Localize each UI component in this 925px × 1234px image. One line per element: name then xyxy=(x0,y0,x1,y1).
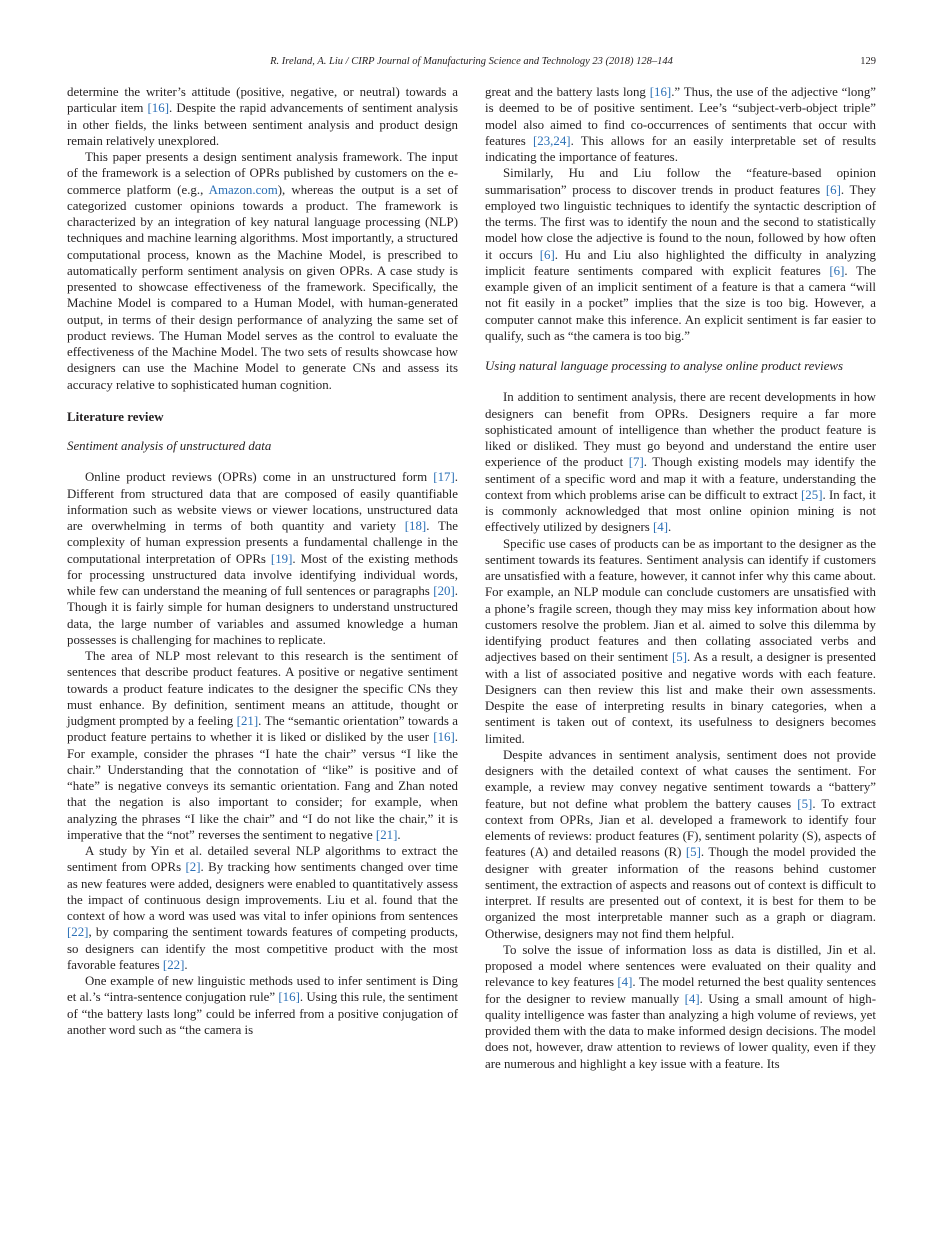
page-number: 129 xyxy=(860,56,876,67)
citation-link[interactable]: [16] xyxy=(649,85,672,99)
citation-link[interactable]: [4] xyxy=(617,975,633,990)
citation-link[interactable]: [6] xyxy=(829,263,845,278)
paragraph: Despite advances in sentiment analysis, sentiment does not provide designers with the detailed context of what causes the sentiment. For example, a review may convey negative sentiment towards a “battery” feature, but not define what problem the battery causes [5]. To extract context from OPRs, Jian et al. developed a framework to identify four elements of reviews: product features (F), sentiment polarity (S), aspects of features (A) and detailed reasons (R) [5]. Though the model provided the designer with greater information of the reasons behind customer sentiment, the extraction of aspects and reasons out of context is difficult to interpret. If results are presented out of context, it is best for them to be organized the most interpretable manner such as a graph or diagram. Otherwise, designers may not find them helpful. xyxy=(485,747,876,941)
paragraph: Specific use cases of products can be as important to the designer as the sentiment towards its features. Sentiment analysis can identify if customers are unsatisfied with a feature, however, it cannot infer why this came about. For example, an NLP module can conclude customers are unsatisfied with a phone’s fragile screen, though they may miss key information about how customers resolve the problem. Jian et al. aimed to solve this dilemma by identifying product features and then collating associated verbs and adjectives based on their sentiment [5]. As a result, a designer is presented with a list of associated positive and negative words with each feature. Designers can then review this list and make their own assessments. Despite the ease of interpreting results in binary categories, when a sentiment is taken out of context, its usefulness to designers becomes limited. xyxy=(485,536,877,746)
subsection-heading: Sentiment analysis of unstructured data xyxy=(67,439,272,453)
citation-link[interactable]: [20] xyxy=(433,584,455,598)
paragraph: To solve the issue of information loss as data is distilled, Jin et al. proposed a model where sentences were evaluated on their quality and relevance to key features [4]. The model returned the best quality sentences for the designer to review manually [4]. Using a small amount of high-quality intelligence was faster than analyzing a high volume of reviews, yet provided them with the data to make informed design decisions. The model does not, however, draw attention to reviews of lower quality, even if they are numerous and highlight a key issue with a feature. Its xyxy=(485,942,876,1071)
citation-link[interactable]: [4] xyxy=(653,520,669,535)
paragraph: In addition to sentiment analysis, there are recent developments in how designers can benefit from OPRs. Designers require a far more sophisticated amount of intelligence than whether the product feature is liked or disliked. They must go beyond and understand the entire user experience of the product [7]. Though existing models may identify the sentiment of a specific word and map it with a feature, understanding the context from which problems arise can be difficult to extract [25]. In fact, it is commonly acknowledged that most online opinion mining is not effectively utilized by designers [4]. xyxy=(485,390,876,535)
citation-link[interactable]: [22] xyxy=(162,957,185,972)
subsection-heading: Using natural language processing to analyse online product reviews xyxy=(485,359,844,373)
citation-link[interactable]: [21] xyxy=(236,714,259,728)
citation-link[interactable]: [2] xyxy=(185,860,201,875)
citation-link[interactable]: [16] xyxy=(433,730,455,745)
citation-link[interactable]: [25] xyxy=(801,487,823,502)
citation-link[interactable]: [22] xyxy=(67,925,89,940)
paragraph: One example of new linguistic methods used to infer sentiment is Ding et al.’s “intra-sentence conjugation rule” [16]. Using this rule, the sentiment of “the battery lasts long” could be inferred from a positive conjugation of another word such as “the camera is xyxy=(67,974,458,1037)
section-heading: Literature review xyxy=(67,409,164,424)
paragraph: Similarly, Hu and Liu follow the “feature-based opinion summarisation” process to discover trends in product features [6]. They employed two linguistic techniques to identify the syntactic description of the terms. The first was to identify the noun and the second to statistically model how close the adjective is found to the noun, followed by how often it occurs [6]. Hu and Liu also highlighted the difficulty in analyzing implicit feature sentiments compared with explicit features [6]. The example given of an implicit sentiment of a feature is that a camera “will not fit easily in a pocket” implies that the size is too big. However, a computer cannot make this inference. An explicit sentiment is far easier to qualify, such as “the camera is too big.” xyxy=(485,166,876,343)
paragraph: great and the battery lasts long [16].” Thus, the use of the adjective “long” is deemed to be of positive sentiment. Lee’s “subject-verb-object triple” model also aimed to find co-occurrences of sentiments that occur with features [23,24]. This allows for an easily interpretable set of results indicating the importance of features. xyxy=(485,85,876,164)
citation-link[interactable]: [5] xyxy=(797,796,813,811)
citation-link[interactable]: [4] xyxy=(684,991,700,1006)
right-column xyxy=(485,84,876,1072)
citation-link[interactable]: [23,24] xyxy=(533,133,571,148)
citation-link[interactable]: [19] xyxy=(270,551,293,566)
citation-link[interactable]: [16] xyxy=(147,101,169,116)
citation-link[interactable]: [18] xyxy=(404,519,427,533)
running-header xyxy=(67,55,876,71)
citation-link[interactable]: [6] xyxy=(539,247,555,262)
citation-link[interactable]: [5] xyxy=(685,845,701,860)
citation-link[interactable]: [21] xyxy=(375,827,398,842)
paragraph: The area of NLP most relevant to this research is the sentiment of sentences that describe product features. A positive or negative sentiment towards a product feature indicates to the designer the specific CNs they must enhance. By definition, sentiment means an attitude, thought or judgment prompted by a feeling [21]. The “semantic orientation” towards a product feature pertains to whether it is liked or disliked by the user [16]. For example, consider the phrases “I hate the chair” versus “I like the chair.” Understanding that the connotation of “like” is positive and of “hate” is negative conveys its semantic orientation. Fang and Zhan noted that the negation is also important to consider; for example, when analyzing the phrases “I like the chair” and “I do not like the chair,” it is imperative that the “not” reverses the sentiment to negative [21]. xyxy=(67,649,458,842)
citation-link[interactable]: [16] xyxy=(278,990,300,1005)
paragraph: A study by Yin et al. detailed several NLP algorithms to extract the sentiment from OPRs [2]. By tracking how sentiments changed over time as new features were added, designers were enabled to quantitatively assess the impact of continuous design improvements. Liu et al. found that the context of how a word was used was vital to infer opinions from sentences [22], by comparing the sentiment towards features of competing products, so designers can identify the most competitive product with the most favorable features [22]. xyxy=(67,844,458,972)
citation-link[interactable]: [5] xyxy=(671,650,687,665)
paragraph: Online product reviews (OPRs) come in an unstructured form [17]. Different from structured data that are composed of easily quantifiable information such as website views or viewer locations, unstructured data are overwhelming in terms of both quantity and variety [18]. The complexity of human expression presents a fundamental challenge in the computational interpretation of OPRs [19]. Most of the existing methods for processing unstructured data involve identifying individual words, while few can understand the meaning of full sentences or paragraphs [20]. Though it is fairly simple for human designers to understand unstructured data, the large number of variables and assumed knowledge a human possesses is challenging for machines to replicate. xyxy=(67,470,459,647)
left-column xyxy=(67,84,458,1038)
citation-link[interactable]: [17] xyxy=(433,470,455,485)
paragraph: This paper presents a design sentiment analysis framework. The input of the framework is a selection of OPRs published by customers on the e-commerce platform (e.g., Amazon.com), whereas the output is a set of categorized customer opinions towards a product. The framework is characterized by an integration of key natural language processing (NLP) techniques and machine learning algorithms. Most importantly, a structured computational process, known as the Machine Model, is prescribed to automatically perform sentiment analysis on given OPRs. A case study is presented to showcase effectiveness of the framework. Specifically, the Machine Model is compared to a Human Model, with human-generated output, in terms of their design performance of analyzing the same set of product reviews. The Human Model serves as the control to evaluate the effectiveness of the Machine Model. The two sets of results showcase how designers can use the Machine Model to generate CNs and assess its accuracy relative to sophisticated human cognition. xyxy=(67,150,458,392)
citation-link[interactable]: [7] xyxy=(628,455,644,470)
citation-link[interactable]: [6] xyxy=(825,182,841,197)
running-head: R. Ireland, A. Liu / CIRP Journal of Manufacturing Science and Technology 23 (2018) 128–144 xyxy=(270,56,673,67)
external-link[interactable]: Amazon.com xyxy=(208,182,278,197)
paragraph: determine the writer’s attitude (positive, negative, or neutral) towards a particular item [16]. Despite the rapid advancements of sentiment analysis in other fields, the links between sentiment analysis and product design remain relatively unexplored. xyxy=(67,85,458,148)
